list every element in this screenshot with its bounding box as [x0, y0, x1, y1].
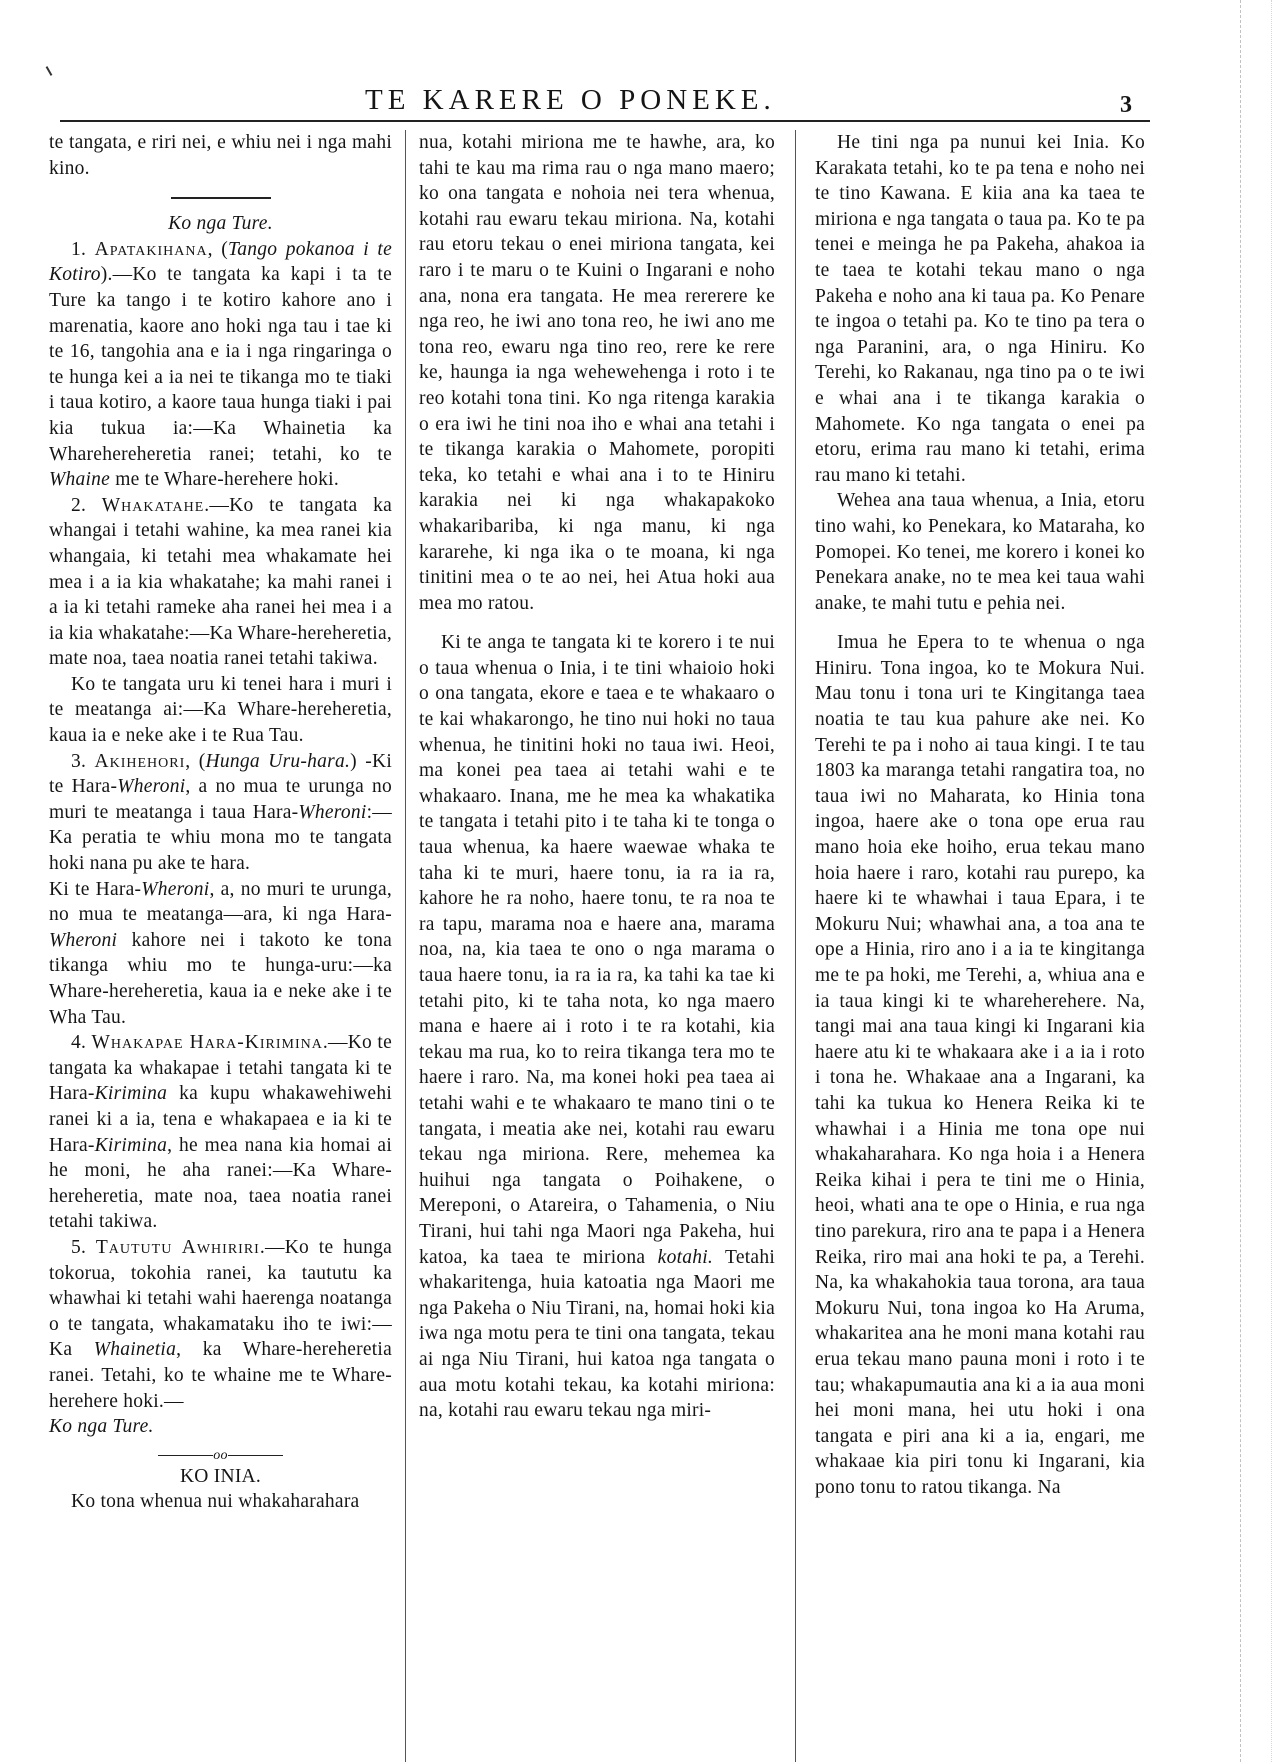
text-run: me te Whare-herehere hoki.	[110, 469, 339, 491]
article-paragraph	[815, 488, 1145, 616]
section-term: Whakatahe	[101, 494, 205, 516]
text-run: ) -Ki te Hara-	[49, 750, 392, 798]
article-paragraph	[815, 130, 1145, 488]
separator-line	[228, 1455, 283, 1456]
section-term: Apatakihana	[94, 238, 208, 260]
article-paragraph	[49, 749, 392, 877]
italic-text: Whaine	[49, 469, 111, 491]
article-paragraph	[49, 237, 392, 493]
italic-text: kotahi.	[657, 1246, 714, 1268]
text-run: nua, kotahi miriona me te hawhe, ara, ko tahi te kau ma rima rau o nga mano maero; ko ona tangata e nohoia nei tera whenua, kotahi rau ewaru tekau miriona. Na, kotahi rau etoru tekau o enei miriona tangata, kei raro i te maru o te Kuini o Ingarani e noho ana, nona era tangata. He mea rererere ke nga reo, he iwi ano tona reo, he iwi ano me tona reo, ewaru nga tino reo, rere ke rere ke, haunga ia nga wehewehenga i roto i te reo kotahi tona tini. Ko nga ritenga karakia o era iwi he tini noa iho e whai ana tetahi i te tikanga karakia o Mahomete, poropiti teka, ko tetahi e whai ana i to te Hiniru karakia nei ki nga whakapakoko whakaribariba, ki nga manu, ki nga kararehe, ki nga ika o te moana, ki nga tinitini mea o te ao nei, hei Atua hoki aua mea mo ratou.	[419, 132, 775, 614]
article-paragraph	[49, 493, 392, 672]
italic-text: Hunga Uru-hara.	[205, 750, 351, 772]
italic-text: Wheroni	[298, 801, 367, 823]
separator-ornament: oo	[213, 1447, 228, 1463]
text-run: :—Ka peratia te whiu mona mo te tangata hoki nana pu ake te hara.	[49, 801, 392, 875]
text-run: Imua he Epera to te whenua o nga Hiniru. Tona ingoa, ko te Mokura Nui. Mau tonu i tona uri te Kingitanga taea noatia te tau kua pahure ake nei. Ko Terehi te pa i noho ai taua kingi. I te tau 1803 ka maranga tetahi rangatira toa, no taua iwi no Maharata, ko Hinia tona ingoa, haere ake o tona ope erua rau mano hoia eke hoiho, erua tekau mano hoia haere i raro, kotahi rau purepo, ka haere ki te whawhai i taua Epara, i te Mokuru Nui; whawhai ana, a toa ana te ope a Hinia, riro ano i a ia te kingitanga me te pa hoki, me Terehi, a, whiua ana e ia taua kingi ki te whareherehere. Na, tangi mai ana taua kingi ki Ingarani kia haere atu ki te whakaara ake i a ia i roto i tona he. Whakaae ana a Ingarani, ka tahi ka tukua ko Henera Reika ki te whawhai i a Hinia me tona ope nui whakaharahara. Ko nga hoia i a Henera Reika kihai i pera te tini me o Hinia, heoi, whati ana te ope o Hinia, e rua nga tino parekura, riro ana te papa i a Henera Reika, riro mai ana hoki te pa, a Terehi. Na, ka whakahokia taua torona, ara taua Mokuru Nui, tona ingoa ko Ha Aruma, whakaritea ana he moni mana kotahi rau erua tekau mano pauna moni i roto i te tau; whakapumautia ana ki a ia aua moni hei moni mana, hei utu hoki i ona tangata e piri ana ki a ia, engari, me whakaae kia piri tonu ki Ingarani, kia pono tonu to ratou tikanga. Na	[815, 632, 1145, 1498]
article-paragraph	[49, 211, 392, 237]
article-paragraph	[49, 1235, 392, 1414]
italic-text: Tango pokanoa i te Kotiro	[49, 238, 393, 286]
text-run: , ka Whare-hereheretia ranei. Tetahi, ko te whaine me te Whare-herehere hoki.—	[49, 1339, 392, 1412]
text-run: KO INIA.	[179, 1465, 262, 1487]
column-divider	[795, 130, 796, 1762]
italic-text: Whainetia	[93, 1339, 177, 1361]
text-run: Ko tona whenua nui whakaharahara	[71, 1491, 360, 1513]
section-term: Akihehori	[94, 750, 186, 772]
text-run: ).—Ko te tangata ka kapi i ta te Ture ka tango i te kotiro kahore ano i marenatia, kaore ano hoki nga tau i tae ki te 16, tangohia ana e ia i nga ringaringa o te hunga kei a ia nei te tikanga mo te tiaki i taua kotiro, a kaore taua hunga tiaki i pai kia tukua ia:—Ka Whainetia ka Wharehereheretia ranei; tetahi, ko te	[49, 264, 392, 465]
text-run: Ko nga Ture.	[168, 213, 273, 235]
text-run: ka kupu whakawehiwehi ranei ki a ia, tena e whakapaea e ia ki te Hara-	[49, 1083, 392, 1156]
text-run: 4.	[71, 1032, 92, 1054]
italic-text: Wheroni	[141, 878, 210, 900]
article-paragraph	[49, 1414, 392, 1440]
article-paragraph	[419, 630, 775, 1423]
article-paragraph	[49, 672, 392, 749]
column-3	[815, 130, 1145, 1500]
text-run: 2.	[71, 494, 102, 516]
italic-text: Wheroni	[49, 929, 118, 951]
text-run: te tangata, e riri nei, e whiu nei i nga mahi kino.	[49, 132, 392, 179]
text-run: Ko nga Ture.	[49, 1416, 154, 1438]
section-rule	[171, 197, 271, 199]
masthead-rule	[60, 120, 1150, 122]
section-separator	[49, 1448, 392, 1464]
text-run: , (	[207, 238, 228, 260]
column-1	[49, 130, 392, 1515]
section-term: Whakapae Hara-Kirimina	[91, 1032, 323, 1054]
separator-line	[158, 1455, 213, 1456]
article-paragraph	[419, 130, 775, 616]
text-run: .—Ko te tangata ka whakapae i tetahi tangata ki te Hara-	[49, 1032, 392, 1105]
masthead	[0, 80, 1280, 120]
article-paragraph	[815, 630, 1145, 1500]
italic-text: Kirimina	[94, 1083, 168, 1105]
article-paragraph	[49, 1489, 392, 1515]
text-run: Ki te Hara-	[49, 878, 142, 900]
text-run: He tini nga pa nunui kei Inia. Ko Karakata tetahi, ko te pa tena e noho nei te tino Kawana. E kiia ana ka taea te miriona e nga tangata o taua pa. Ko te pa tenei e meinga he pa Pakeha, ahakoa ia te taea te kotahi tekau mano o nga Pakeha e noho ana ki taua pa. Ko Penare te ingoa o tetahi pa. Ko te tino pa tera o nga Paranini, ara, o nga Hiniru. Ko Terehi, ko Rakanau, nga tino pa o te iwi e whai ana i te tikanga karakia o Mahomete. Ko nga tangata o enei pa etoru, erima rau mano ki tetahi, erima rau mano ki tetahi.	[815, 132, 1145, 486]
article-paragraph	[49, 130, 392, 181]
scan-edge-noise	[1240, 0, 1272, 1762]
page-number: 3	[1120, 92, 1132, 118]
text-run: 1.	[71, 238, 95, 260]
column-2	[419, 130, 775, 1424]
article-paragraph	[49, 1030, 392, 1235]
newspaper-title: TE KARERE O PONEKE.	[365, 84, 776, 116]
italic-text: Wheroni	[117, 776, 186, 798]
article-paragraph	[49, 1464, 392, 1490]
article-paragraph	[49, 877, 392, 1031]
column-divider	[405, 130, 406, 1762]
text-run: 3.	[71, 750, 95, 772]
text-run: .—Ko te tangata ka whangai i tetahi wahine, ka mea ranei kia whangaia, ki tetahi mea whakamate hei mea i a ia kia whakatahe; ka mahi ranei i a ia ki tetahi rameke aha ranei hei mea i a ia kia whakatahe:—Ka Whare-hereheretia, mate noa, taea noatia ranei tetahi takiwa.	[49, 494, 392, 670]
text-run: , a, no muri te urunga, no mua te meatanga—ara, ki nga Hara-	[49, 878, 392, 926]
text-run: , a no mua te urunga no muri te meatanga i taua Hara-	[49, 776, 393, 823]
scan-speck	[46, 66, 53, 76]
text-run: Ki te anga te tangata ki te korero i te nui o taua whenua o Inia, i te tini whaioio hoki o ona tangata, ekore e taea e te whakaaro o te kai whakarongo, he tino nui hoki no taua whenua, he tinitini hoki no taua iwi. Heoi, ma konei pea taea ai tetahi wahi e te whakaaro. Inana, me he mea ka whakatika te tangata i tetahi pito i te taha ki te tonga o taua whenua, ka haere waewae whaka te taha ki te muri, haere tonu, ia ra ia ra, kahore he ra noho, haere tonu, te ra noa te ra tapu, marama noa e haere ana, marama noa, na, kia taea te ono o nga marama o taua haere tonu, ia ra ia ra, ka tahi ka tae ki tetahi pito, ki te taha nota, ko nga maero mana e haere ai i roto i te ra kotahi, kia tekau ma rua, ko to reira tikanga tera mo te haere i raro. Na, ma konei hoki pea taea ai tetahi wahi e te whakaaro te mano tini o te tangata, i meatia ake nei, kotahi rau ewaru tekau nga miriona. Rere, mehemea ka huihui nga tangata o Poihakene, o Mereponi, o Atareira, o Tahamenia, o Niu Tirani, hui tahi nga Maori nga Pakeha, hui katoa, ka taea te miriona	[419, 632, 775, 1268]
italic-text: Kirimina	[94, 1134, 168, 1156]
text-run: Ko te tangata uru ki tenei hara i muri i te meatanga ai:—Ka Whare-hereheretia, kaua ia e neke ake i te Rua Tau.	[49, 673, 392, 747]
text-run: kahore nei i takoto ke tona tikanga whiu mo te hunga-uru:—ka Whare-hereheretia, kaua ia e neke ake i te Wha Tau.	[49, 929, 392, 1028]
text-run: , he mea nana kia homai ai he moni, he aha ranei:—Ka Whare-hereheretia, mate noa, taea noatia ranei tetahi takiwa.	[49, 1134, 392, 1233]
text-run: 5.	[71, 1236, 96, 1258]
text-run: , (	[185, 750, 206, 772]
text-run: .—Ko te hunga tokorua, tokohia ranei, ka taututu ka whawhai ki tetahi wahi haerenga noatanga o te tangata, whakamataku iho te iwi:—Ka	[49, 1236, 393, 1361]
text-run: Wehea ana taua whenua, a Inia, etoru tino wahi, ko Penekara, ko Mataraha, ko Pomopei. Ko tenei, me korero i konei ko Penekara anake, no te mea kei taua wahi anake, te mahi tutu e pehia nei.	[815, 490, 1145, 614]
text-run: Tetahi whakaritenga, huia katoatia nga Maori me nga Pakeha o Niu Tirani, na, homai hoki kia iwa nga motu pera te tini ona tangata, tekau ai nga Niu Tirani, hui katoa nga tangata o aua motu kotahi tekau, ka kotahi miriona: na, kotahi rau ewaru tekau nga miri-	[419, 1246, 775, 1422]
section-term: Taututu Awhiriri	[95, 1236, 260, 1258]
